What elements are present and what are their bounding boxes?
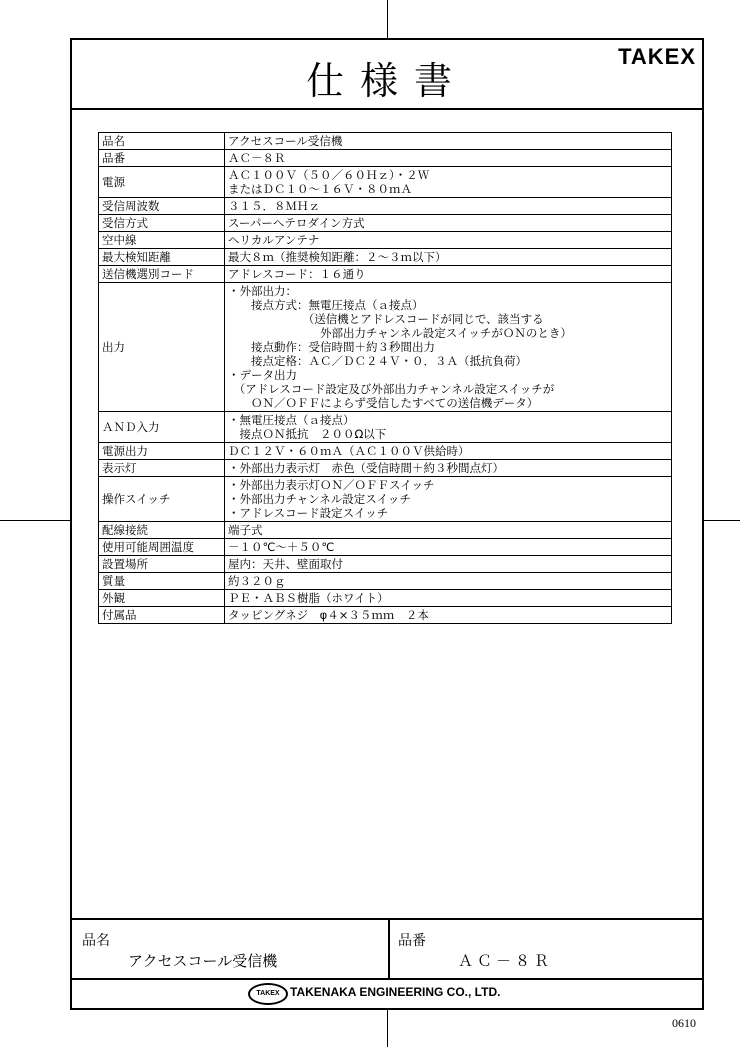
spec-value-line: ＤＣ１２Ｖ・６０ｍＡ（ＡＣ１００Ｖ供給時） [228,444,470,458]
crop-mark-bottom [387,1010,388,1047]
spec-label: 受信方式 [99,215,225,232]
crop-mark-top [387,0,388,38]
spec-label: 最大検知距離 [99,249,225,266]
crop-mark-right [704,520,740,521]
spec-value-line: ３１５．８ＭＨｚ [228,199,320,213]
spec-label: 電源出力 [99,443,225,460]
spec-row [99,556,672,573]
spec-value [225,266,672,283]
spec-row [99,198,672,215]
spec-row [99,167,672,198]
spec-row [99,522,672,539]
spec-value-line: ・無電圧接点（ａ接点） [228,413,355,427]
spec-value-line: アクセスコール受信機 [228,134,343,148]
spec-value-line: ヘリカルアンテナ [228,233,320,247]
spec-value-line: 接点ＯＮ抵抗 ２００Ω以下 [228,427,387,441]
spec-value [225,477,672,522]
spec-row [99,133,672,150]
spec-value [225,539,672,556]
spec-value [225,443,672,460]
spec-label: 外観 [99,590,225,607]
spec-label: ＡＮＤ入力 [99,412,225,443]
spec-label: 付属品 [99,607,225,624]
spec-value-line: （アドレスコード設定及び外部出力チャンネル設定スイッチが [228,382,555,396]
spec-value-line: ・外部出力表示灯 赤色（受信時間＋約３秒間点灯） [228,461,504,475]
spec-value [225,607,672,624]
brand-logo: TAKEX [618,44,696,69]
company-row [72,977,702,1010]
spec-value-line: またはＤＣ１０～１６Ｖ・８０ｍＡ [228,182,412,196]
spec-value-line: 接点動作：受信時間＋約３秒間出力 [228,340,435,354]
spec-value [225,460,672,477]
spec-value [225,215,672,232]
spec-value [225,556,672,573]
spec-label: 使用可能周囲温度 [99,539,225,556]
spec-row [99,249,672,266]
spec-row [99,283,672,412]
spec-row [99,266,672,283]
spec-row [99,539,672,556]
spec-value-line: －１０℃～＋５０℃ [228,540,335,554]
footer-number-value: ＡＣ－８Ｒ [458,952,554,970]
spec-row [99,477,672,522]
spec-row [99,590,672,607]
spec-row [99,150,672,167]
spec-value [225,198,672,215]
spec-value-line: 接点方式：無電圧接点（ａ接点） [228,298,424,312]
spec-value-line: アドレスコード：１６通り [228,267,366,281]
spec-value-line: 約３２０ｇ [228,574,286,588]
spec-value [225,573,672,590]
spec-value-line: ・外部出力表示灯ＯＮ／ＯＦＦスイッチ [228,478,435,492]
spec-value [225,133,672,150]
spec-label: 質量 [99,573,225,590]
spec-value-line: ＰＥ・ＡＢＳ樹脂（ホワイト） [228,591,389,605]
spec-value [225,283,672,412]
title-row [72,40,702,110]
spec-value [225,522,672,539]
spec-label: 表示灯 [99,460,225,477]
spec-value-line: ・外部出力チャンネル設定スイッチ [228,492,411,506]
spec-label: 設置場所 [99,556,225,573]
spec-sheet-frame [70,38,704,1010]
spec-value-line: ＯＮ／ＯＦＦによらず受信したすべての送信機データ） [228,396,539,410]
spec-value-line: ・外部出力： [228,284,297,298]
spec-value [225,150,672,167]
footer-divider [388,920,390,978]
spec-value-line: ＡＣ－８Ｒ [228,151,286,165]
document-code: 0610 [672,1016,696,1030]
spec-value-line: 外部出力チャンネル設定スイッチがＯＮのとき） [228,326,572,340]
spec-row [99,573,672,590]
spec-label: 受信周波数 [99,198,225,215]
spec-row [99,460,672,477]
spec-row [99,412,672,443]
spec-value-line: 屋内：天井、壁面取付 [228,557,343,571]
spec-label: 配線接続 [99,522,225,539]
footer-number-label: 品番 [398,933,426,949]
spec-label: 品名 [99,133,225,150]
spec-label: 操作スイッチ [99,477,225,522]
spec-value-line: 端子式 [228,523,263,537]
spec-label: 電源 [99,167,225,198]
spec-value-line: （送信機とアドレスコードが同じで、該当する [228,312,544,326]
spec-value [225,412,672,443]
spec-label: 空中線 [99,232,225,249]
spec-row [99,232,672,249]
spec-row [99,443,672,460]
spec-label: 送信機選別コード [99,266,225,283]
page-title: 仕様書 [305,59,468,103]
spec-table [98,132,672,624]
footer-product-box [72,918,702,980]
spec-row [99,215,672,232]
spec-row [99,607,672,624]
spec-value-line: 接点定格：ＡＣ／ＤＣ２４Ｖ・０．３Ａ（抵抗負荷） [228,354,527,368]
footer-name-value: アクセスコール受信機 [128,952,278,970]
spec-value-line: ＡＣ１００Ｖ（５０／６０Ｈｚ）・２Ｗ [228,168,430,182]
spec-value-line: スーパーヘテロダイン方式 [228,216,365,230]
spec-value-line: ・アドレスコード設定スイッチ [228,506,389,520]
footer-name-label: 品名 [82,933,110,949]
spec-value-line: 最大８ｍ（推奨検知距離：２～３ｍ以下） [228,250,447,264]
crop-mark-left [0,520,70,521]
spec-value-line: タッピングネジ φ４×３５ｍｍ ２本 [228,608,429,622]
spec-label: 出力 [99,283,225,412]
spec-label: 品番 [99,150,225,167]
spec-value [225,167,672,198]
company-name: TAKENAKA ENGINEERING CO., LTD. [290,985,501,999]
spec-value [225,232,672,249]
spec-value-line: ・データ出力 [228,368,297,382]
spec-value [225,249,672,266]
spec-value [225,590,672,607]
company-logo: TAKEX [248,983,288,1005]
